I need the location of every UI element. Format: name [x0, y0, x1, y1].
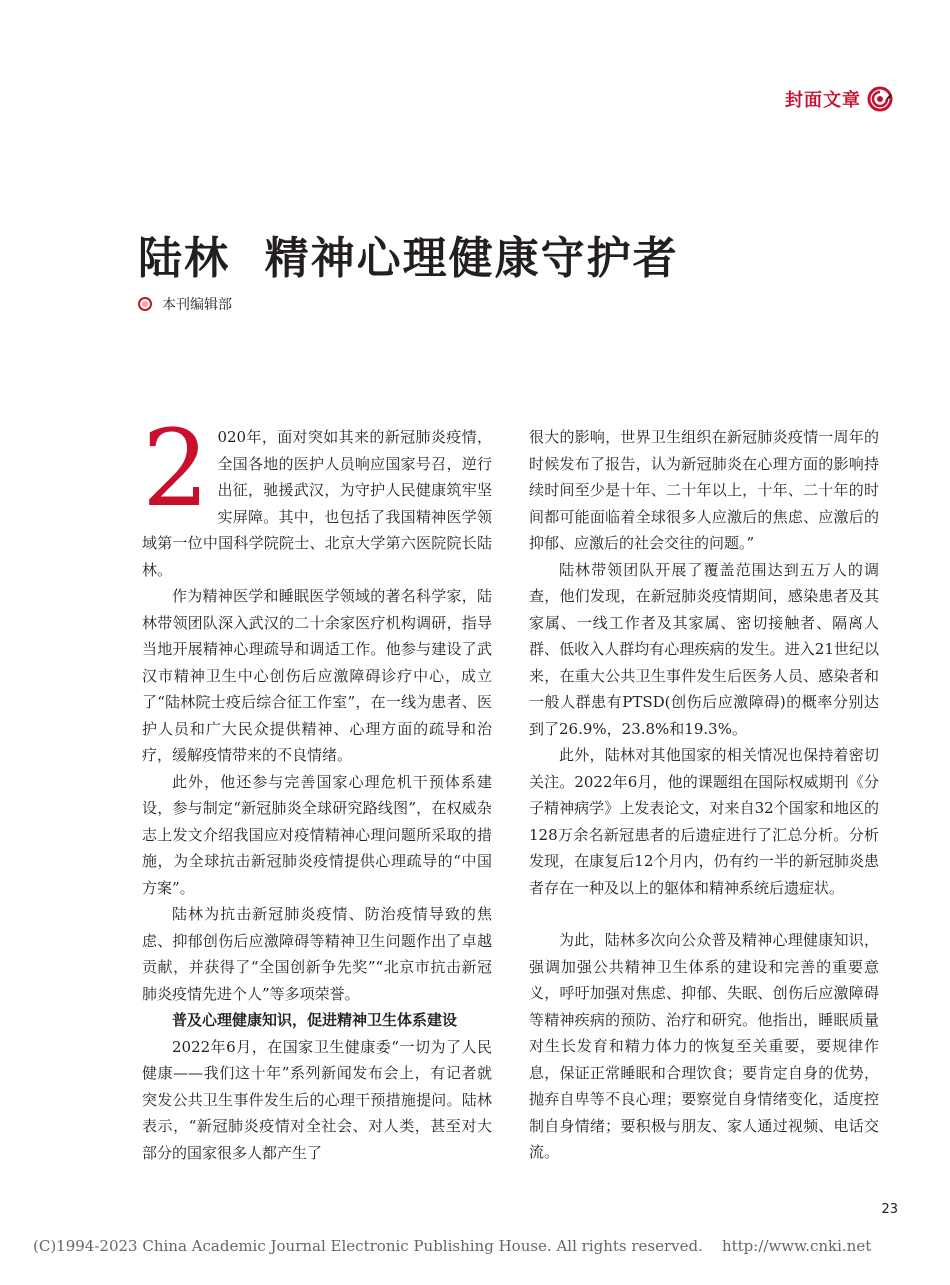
paragraph: 此外，他还参与完善国家心理危机干预体系建设，参与制定“新冠肺炎全球研究路线图”，在权威杂志上发文介绍我国应对疫情精神心理问题所采取的措施，为全球抗击新冠肺炎疫情提供心理疏导的“中国方案”。	[142, 772, 492, 897]
paragraph	[142, 407, 492, 583]
article-title: 陆林 精神心理健康守护者	[138, 233, 679, 284]
dropcap: 2	[142, 407, 210, 530]
section-subheading: 普及心理健康知识，促进精神卫生体系建设	[172, 1011, 458, 1029]
paragraph: 陆林为抗击新冠肺炎疫情、防治疫情导致的焦虑、抑郁创伤后应激障碍等精神卫生问题作出了卓越贡献，并获得了“全国创新争先奖”“北京市抗击新冠肺炎疫情先进个人”等多项荣誉。	[142, 905, 492, 1003]
paragraph-text: 020年，面对突如其来的新冠肺炎疫情，全国各地的医护人员响应国家号召，逆行出征，驰援武汉，为守护人民健康筑牢坚实屏障。其中，也包括了我国精神医学领域第一位中国科学院院士、北京大学第六医院院长陆林。	[142, 428, 492, 579]
section-label: 封面文章	[785, 90, 861, 111]
paragraph: 很大的影响，世界卫生组织在新冠肺炎疫情一周年的时候发布了报告，认为新冠肺炎在心理方面的影响持续时间至少是十年、二十年以上，十年、二十年的时间都可能面临着全球很多人应激后的焦虑、应激后的抑郁、应激后的社会交往的问题。”	[529, 428, 879, 552]
right-column	[529, 424, 879, 1166]
left-column	[142, 407, 492, 1166]
paragraph: 为此，陆林多次向公众普及精神心理健康知识，强调加强公共精神卫生体系的建设和完善的重要意义，呼吁加强对焦虑、抑郁、失眠、创伤后应激障碍等精神疾病的预防、治疗和研究。他指出，睡眠质量对生长发育和精力体力的恢复至关重要，要规律作息，保证正常睡眠和合理饮食；要肯定自身的优势，抛弃自卑等不良心理；要察觉自身情绪变化，适度控制自身情绪；要积极与朋友、家人通过视频、电话交流。	[529, 931, 879, 1161]
paragraph: 此外，陆林对其他国家的相关情况也保持着密切关注。2022年6月，他的课题组在国际权威期刊《分子精神病学》上发表论文，对来自32个国家和地区的128万余名新冠患者的后遗症进行了汇总分析。分析发现，在康复后12个月内，仍有约一半的新冠肺炎患者存在一种及以上的躯体和精神系统后遗症状。	[529, 746, 879, 897]
byline-author: 本刊编辑部	[162, 297, 232, 313]
page-number: 23	[881, 1202, 898, 1217]
paragraph: 陆林带领团队开展了覆盖范围达到五万人的调查，他们发现，在新冠肺炎疫情期间，感染患者及其家属、一线工作者及其家属、密切接触者、隔离人群、低收入人群均有心理疾病的发生。进入21世纪以来，在重大公共卫生事件发生后医务人员、感染者和一般人群患有PTSD(创伤后应激障碍)的概率分别达到了26.9%，23.8%和19.3%。	[529, 560, 879, 738]
copyright-footer: (C)1994-2023 China Academic Journal Electronic Publishing House. All rights reserved. http://www.cnki.net	[33, 1237, 872, 1255]
byline	[138, 294, 232, 314]
double-circle-icon	[138, 297, 152, 311]
paragraph: 作为精神医学和睡眠医学领域的著名科学家，陆林带领团队深入武汉的二十余家医疗机构调研，指导当地开展精神心理疏导和调适工作。他参与建设了武汉市精神卫生中心创伤后应激障碍诊疗中心，成立了“陆林院士疫后综合征工作室”，在一线为患者、医护人员和广大民众提供精神、心理方面的疏导和治疗，缓解疫情带来的不良情绪。	[142, 587, 492, 764]
section-tag	[785, 86, 893, 112]
swirl-logo-icon	[867, 86, 893, 112]
paragraph: 2022年6月，在国家卫生健康委“一切为了人民健康——我们这十年”系列新闻发布会上，有记者就突发公共卫生事件发生后的心理干预措施提问。陆林表示，“新冠肺炎疫情对全社会、对人类，甚至对大部分的国家很多人都产生了	[142, 1037, 492, 1162]
